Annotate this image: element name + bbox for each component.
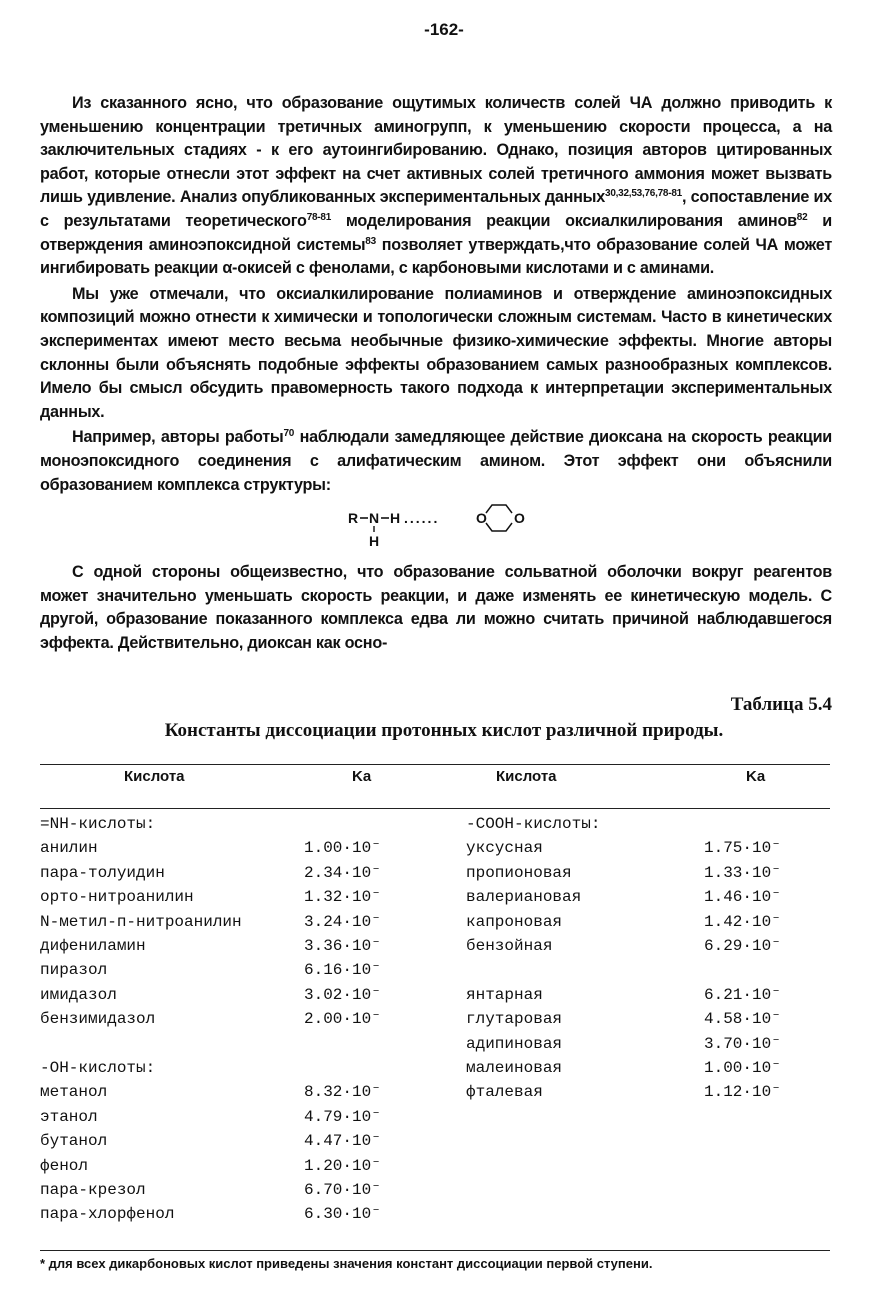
struct-o-right: O — [514, 510, 525, 527]
p1-citation-1: 30,32,53,76,78-81 — [605, 188, 682, 200]
struct-r: R — [348, 510, 358, 527]
left-acid-name: орто-нитроанилин — [40, 888, 194, 907]
right-acid-ka: 1.46·10⁻ — [704, 888, 781, 907]
p1-text-c: моделирования реакции оксиалкилирования аминов — [331, 211, 797, 230]
left-acid-name: пиразол — [40, 961, 108, 980]
header-acid-right: Кислота — [496, 768, 557, 785]
left-acid-ka: 1.32·10⁻ — [304, 888, 381, 907]
paragraph-4: С одной стороны общеизвестно, что образование сольватной оболочки вокруг реагентов может значительно уменьшать скорость реакции, и даже изменять ее кинетическую модель. С другой, образование показанного комплекса едва ли можно считать причиной наблюдавшегося эффекта. Действительно, диоксан как осно- — [40, 563, 832, 652]
left-acid-ka: 6.70·10⁻ — [304, 1181, 381, 1199]
footnote: * для всех дикарбоновых кислот приведены значения констант диссоциации первой ступени. — [40, 1256, 653, 1271]
p1-citation-3: 82 — [796, 211, 808, 223]
right-acid-name: -COOH-кислоты: — [466, 815, 601, 833]
right-acid-ka: 6.21·10⁻ — [704, 985, 781, 1004]
p1-text-e: позволяет утверждать,что образование солей ЧА может ингибировать реакции α-окисей с фенолами, с карбоновыми кислотами и с аминами. — [40, 235, 832, 278]
left-acid-name: имидазол — [40, 985, 117, 1004]
right-acid-ka: 3.70·10⁻ — [704, 1034, 781, 1053]
header-acid-left: Кислота — [124, 768, 185, 785]
left-acid-ka: 1.20·10⁻ — [304, 1156, 381, 1175]
left-acid-ka: 4.79·10⁻ — [304, 1107, 381, 1126]
right-acid-name: янтарная — [466, 985, 543, 1004]
right-acid-name: валериановая — [466, 888, 582, 907]
p3-text-a: Например, авторы работы — [72, 428, 284, 447]
left-acid-name: пара-хлорфенол — [40, 1205, 175, 1224]
left-acid-ka: 4.47·10⁻ — [304, 1132, 381, 1151]
struct-n: N — [369, 510, 379, 527]
left-acid-name: метанол — [40, 1083, 108, 1102]
p1-citation-4: 83 — [365, 235, 376, 247]
left-acid-name: -OH-кислоты: — [40, 1059, 156, 1077]
complex-structure-drawing — [340, 501, 540, 555]
left-acid-name: дифениламин — [40, 937, 146, 955]
header-ka-right: Ka — [746, 768, 766, 785]
left-acid-name: пара-толуидин — [40, 863, 165, 882]
right-acid-ka: 4.58·10⁻ — [704, 1010, 781, 1029]
left-acid-name: этанол — [40, 1107, 98, 1126]
paragraph-2: Мы уже отмечали, что оксиалкилирование полиаминов и отверждение аминоэпоксидных композиций можно отнести к химически и топологически сложным системам. Часто в кинетических экспериментах имеют место весьма необычные физико-химические эффекты. Многие авторы склонны были объяснять подобные эффекты образованием самых разнообразных комплексов. Имело бы смысл обсудить правомерность такого подхода к интерпретации экспериментальных данных. — [40, 284, 832, 421]
p3-text-b: наблюдали замедляющее действие диоксана на скорость реакции моноэпоксидного соединения с алифатическим амином. Этот эффект они объяснили образованием комплекса структуры: — [40, 428, 832, 494]
right-acid-name: бензойная — [466, 937, 553, 955]
struct-o-left: O — [476, 510, 487, 527]
left-acid-name: пара-крезол — [40, 1181, 146, 1199]
paragraph-1 — [40, 92, 832, 281]
header-ka-left: Ka — [352, 768, 372, 785]
left-acid-name: фенол — [40, 1156, 89, 1175]
right-acid-ka: 1.42·10⁻ — [704, 912, 781, 931]
right-acid-name: глутаровая — [466, 1010, 563, 1029]
body-text — [40, 92, 832, 655]
table-header-rule — [40, 808, 830, 809]
table-top-rule — [40, 764, 830, 765]
p3-citation: 70 — [283, 428, 295, 440]
left-acid-ka: 6.16·10⁻ — [304, 961, 381, 980]
table-bottom-rule — [40, 1250, 830, 1251]
right-acid-name: пропионовая — [466, 863, 572, 882]
left-acid-ka: 3.02·10⁻ — [304, 985, 381, 1004]
struct-h-below: H — [369, 533, 379, 550]
right-acid-name: адипиновая — [466, 1034, 563, 1053]
left-acid-ka: 2.34·10⁻ — [304, 863, 381, 882]
right-acid-ka: 1.33·10⁻ — [704, 863, 781, 882]
struct-dots: ...... — [404, 510, 440, 527]
left-acid-ka: 2.00·10⁻ — [304, 1010, 381, 1029]
right-acid-name: уксусная — [466, 839, 543, 858]
right-acid-ka: 1.75·10⁻ — [704, 839, 781, 858]
left-acid-name: бензимидазол — [40, 1010, 156, 1029]
left-acid-name: анилин — [40, 839, 98, 858]
page-number: -162- — [424, 20, 464, 39]
left-acid-ka: 3.24·10⁻ — [304, 912, 381, 931]
p1-text-d: и отверждения аминоэпоксидной системы — [40, 211, 832, 254]
right-acid-name: малеиновая — [466, 1059, 563, 1077]
right-acid-ka: 1.00·10⁻ — [704, 1059, 781, 1077]
table-title: Константы диссоциации протонных кислот различной природы. — [164, 720, 724, 741]
left-acid-ka: 1.00·10⁻ — [304, 839, 381, 858]
right-acid-ka: 1.12·10⁻ — [704, 1083, 781, 1102]
left-acid-name: N-метил-п-нитроанилин — [40, 912, 242, 931]
p1-citation-2: 78-81 — [306, 211, 332, 223]
right-acid-ka: 6.29·10⁻ — [704, 937, 781, 955]
paragraph-3 — [40, 426, 832, 497]
left-acid-name: =NH-кислоты: — [40, 815, 156, 833]
left-acid-ka: 3.36·10⁻ — [304, 937, 381, 955]
left-acid-ka: 8.32·10⁻ — [304, 1083, 381, 1102]
complex-structure — [40, 501, 832, 555]
right-acid-name: капроновая — [466, 912, 563, 931]
p1-text-a: Из сказанного ясно, что образование ощутимых количеств солей ЧА должно приводить к уменьшению концентрации третичных аминогрупп, к уменьшению скорости процесса, а на заключительных стадиях - к его аутоингибированию. Однако, позиция авторов цитированных работ, которые отнесли этот эффект на счет активных солей третичного аммония может вызвать лишь удивление. Анализ опубликованных экспериментальных данных — [40, 94, 832, 207]
table-label: Таблица 5.4 — [730, 694, 832, 715]
left-acid-name: бутанол — [40, 1132, 108, 1151]
left-acid-ka: 6.30·10⁻ — [304, 1205, 381, 1224]
right-acid-name: фталевая — [466, 1083, 543, 1102]
p1-text-b: , сопоставление их с результатами теоретического — [40, 188, 832, 230]
struct-h-right: H — [390, 510, 400, 527]
